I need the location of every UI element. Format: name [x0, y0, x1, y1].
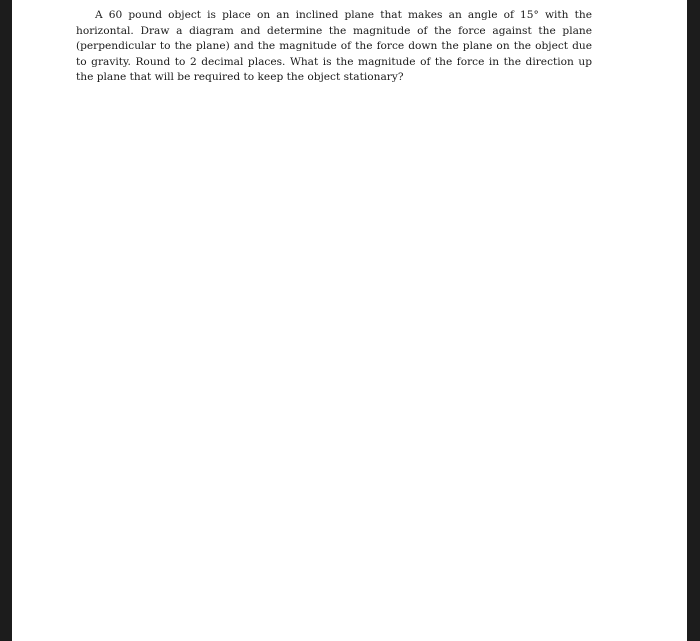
problem-text: A 60 pound object is place on an inclined plane that makes an angle of 15° with the horizontal. Draw a diagram and determine the magnitude of the force against the plane (perpendicular to the plane) and the magnitude of the force down the plane on the object due to gravity. Round to 2 decimal places. What is the magnitude of the force in the direction up the plane that will be required to keep the object stationary?	[76, 9, 592, 83]
document-page	[12, 0, 687, 641]
